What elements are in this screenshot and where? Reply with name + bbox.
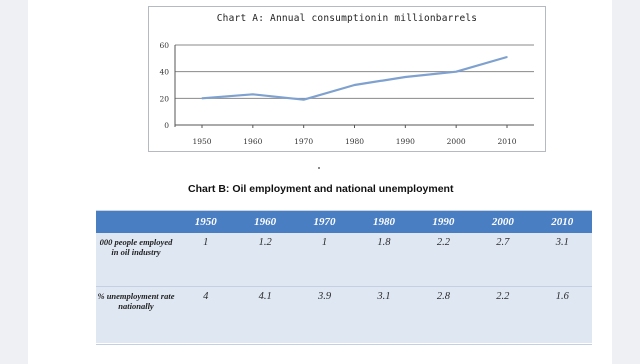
data-point [455,71,457,73]
table-row [96,233,592,287]
data-point [303,99,305,101]
table-cell: 3.1 [533,233,592,287]
table-cell: 1 [295,233,354,287]
table-cell: 3.9 [295,287,354,345]
table-header-cell: 1970 [295,211,354,233]
table-cell: 2.8 [414,287,473,345]
chart-a-plot [149,7,547,153]
document-sheet [28,0,612,364]
table-header-cell: 1950 [176,211,235,233]
x-tick-label: 1970 [294,137,314,146]
table-cell: 2.2 [473,287,532,345]
data-point [405,76,407,78]
x-tick-label: 1980 [344,137,365,146]
table-row-label: % unemployment rate nationally [96,287,176,345]
table-cell: 2.2 [414,233,473,287]
table-cell: 1 [176,233,235,287]
y-tick-label: 20 [159,94,169,104]
table-cell: 1.2 [235,233,294,287]
x-tick-label: 2000 [446,137,466,146]
table-cell: 4 [176,287,235,345]
separator-dot [318,167,320,169]
data-point [201,98,203,100]
table-cell: 4.1 [235,287,294,345]
table-cell: 2.7 [473,233,532,287]
data-point [506,56,508,58]
chart-a-title: Chart A: Annual consumptionin millionbarrels [216,13,478,24]
y-tick-label: 40 [159,67,169,77]
chart-b-title: Chart B: Oil employment and national unemployment [188,183,454,195]
series-line [202,57,507,100]
table-row [96,287,592,345]
table-header-cell: 1990 [414,211,473,233]
table-row-label: 000 people employed in oil industry [96,233,176,287]
table-cell: 3.1 [354,287,413,345]
data-point [252,94,254,96]
table-header-cell [96,211,176,233]
chart-b-table [96,211,592,345]
x-tick-label: 1960 [243,137,263,146]
table-header-cell: 1980 [354,211,413,233]
x-tick-label: 2010 [497,137,517,146]
y-tick-label: 0 [164,121,169,130]
chart-b-table-panel [96,210,592,343]
chart-a [148,6,546,152]
x-tick-label: 1990 [395,137,415,146]
table-header-cell: 2000 [473,211,532,233]
table-header-row [96,211,592,233]
data-point [354,84,356,86]
table-cell: 1.8 [354,233,413,287]
y-tick-label: 60 [159,41,169,50]
table-header-cell: 1960 [235,211,294,233]
table-cell: 1.6 [533,287,592,345]
x-tick-label: 1950 [192,137,212,146]
table-header-cell: 2010 [533,211,592,233]
